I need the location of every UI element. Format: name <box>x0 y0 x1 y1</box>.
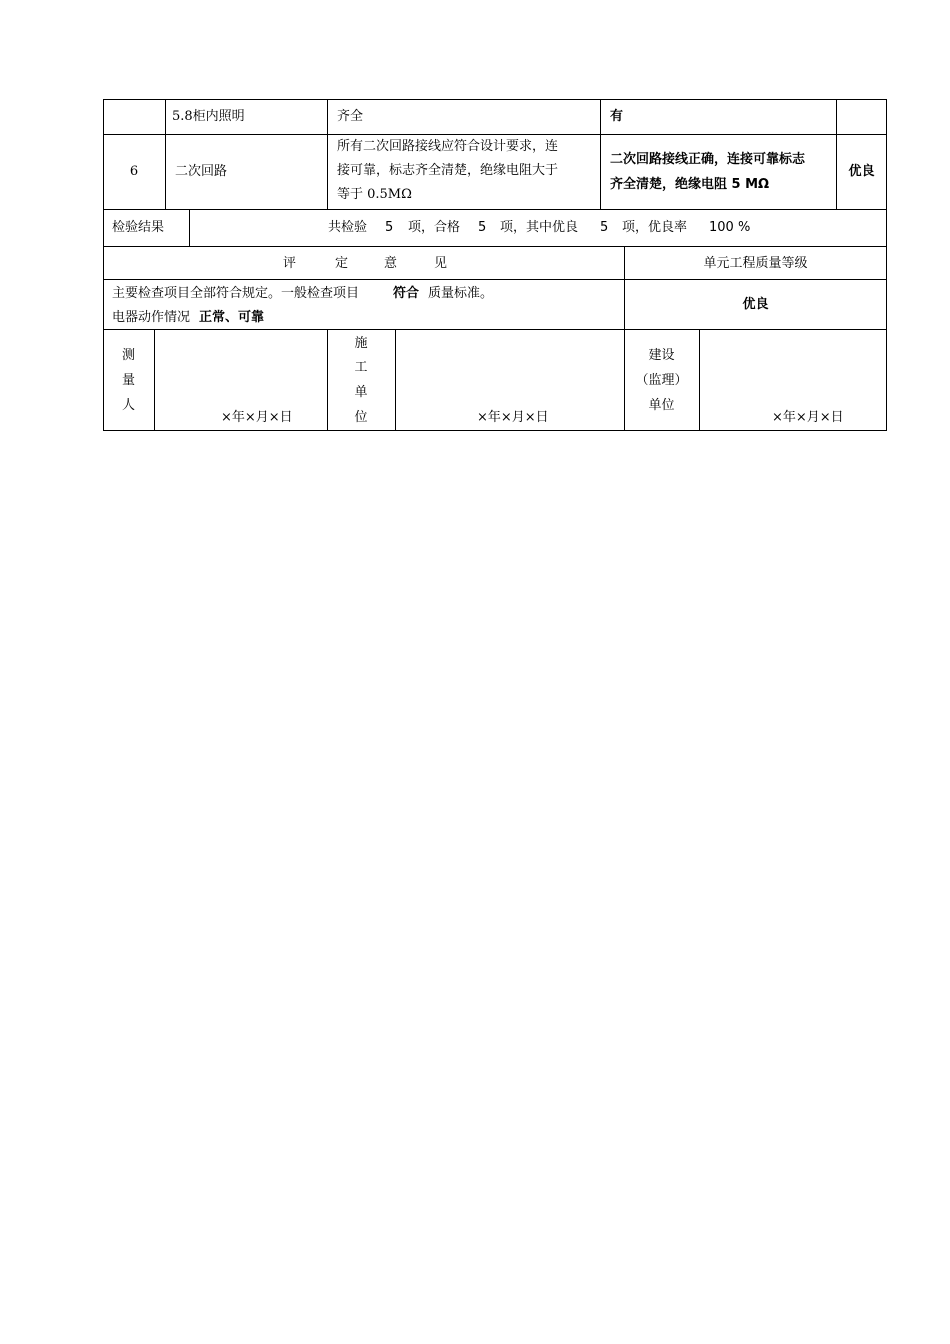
quality-value: 优良 <box>742 297 769 312</box>
construction-label-char: 位 <box>354 410 368 425</box>
surveyor-date: ×年×月×日 <box>221 410 293 425</box>
surveyor-label-char: 测 <box>121 348 135 363</box>
construction-label-char: 工 <box>354 360 368 375</box>
rate-value: 100 % <box>709 220 751 235</box>
construction-label-char: 单 <box>354 385 368 400</box>
supervision-date: ×年×月×日 <box>772 410 844 425</box>
construction-date: ×年×月×日 <box>477 410 549 425</box>
eval-line1-suffix: 质量标准。 <box>428 286 494 301</box>
row-number: 6 <box>129 164 139 179</box>
supervision-label-line: 建设 <box>648 348 675 363</box>
total-count: 5 <box>385 220 394 235</box>
header-char: 定 <box>335 256 349 271</box>
quality-header: 单元工程质量等级 <box>703 256 808 271</box>
supervision-label-line: （监理） <box>635 373 688 388</box>
eval-line1-value: 符合 <box>393 286 420 301</box>
rate-prefix: 项，优良率 <box>622 220 688 235</box>
inspection-label: 检验结果 <box>112 220 165 235</box>
grade-text: 优良 <box>848 164 875 179</box>
result-text: 有 <box>610 109 624 124</box>
result-line-2: 齐全清楚，绝缘电阻 5 MΩ <box>610 177 770 192</box>
standard-text: 齐全 <box>337 109 364 124</box>
surveyor-label-char: 人 <box>121 398 135 413</box>
result-line-1: 二次回路接线正确，连接可靠标志 <box>610 152 806 167</box>
item-label: 5.8柜内照明 <box>172 109 245 124</box>
supervision-label-line: 单位 <box>648 398 675 413</box>
header-char: 意 <box>384 256 398 271</box>
standard-line-3: 等于 0.5MΩ <box>337 187 412 202</box>
eval-line1-prefix: 主要检查项目全部符合规定。一般检查项目 <box>112 286 360 301</box>
pass-prefix: 项，合格 <box>408 220 461 235</box>
header-char: 见 <box>434 256 448 271</box>
eval-line2-prefix: 电器动作情况 <box>112 310 191 325</box>
surveyor-label-char: 量 <box>121 373 135 388</box>
total-prefix: 共检验 <box>328 220 368 235</box>
header-char: 评 <box>283 256 297 271</box>
standard-line-2: 接可靠，标志齐全清楚，绝缘电阻大于 <box>337 163 559 178</box>
construction-label-char: 施 <box>354 336 368 351</box>
standard-line-1: 所有二次回路接线应符合设计要求，连 <box>337 139 559 154</box>
excellent-prefix: 项，其中优良 <box>500 220 579 235</box>
excellent-count: 5 <box>600 220 609 235</box>
eval-line2-value: 正常、可靠 <box>199 310 265 325</box>
pass-count: 5 <box>478 220 487 235</box>
item-label: 二次回路 <box>175 164 228 179</box>
